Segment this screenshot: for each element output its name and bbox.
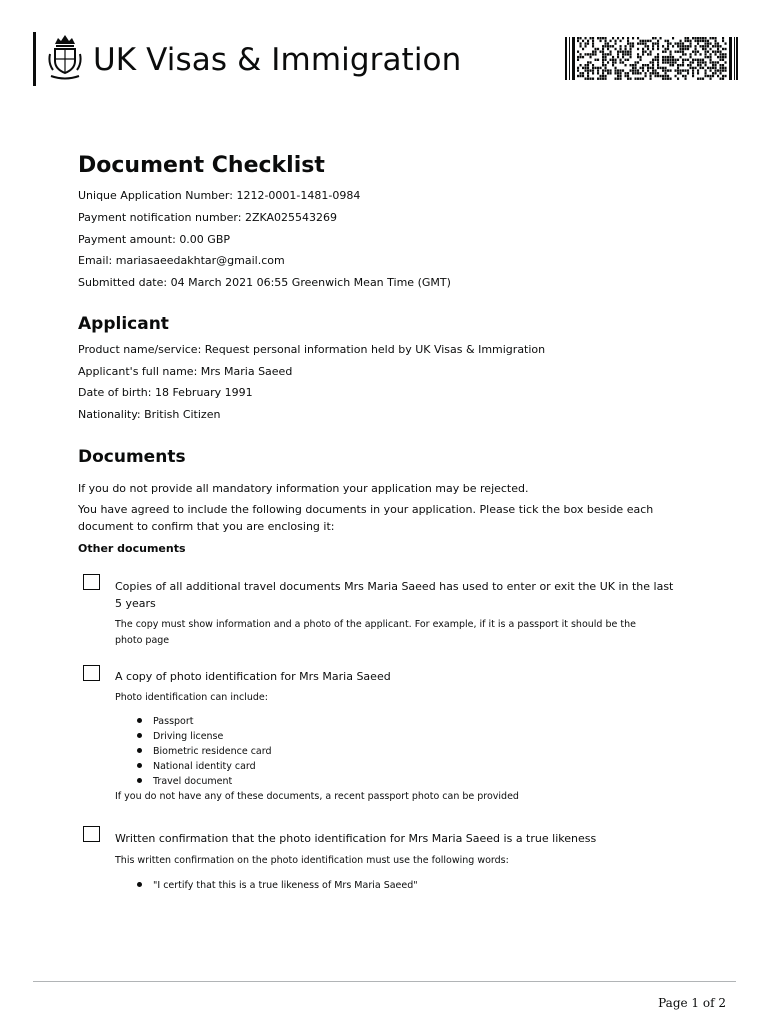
payment-notification-row [78,210,337,226]
documents-heading: Documents [78,447,186,467]
nationality-label: Nationality: [78,408,141,421]
payment-amount-row [78,232,230,248]
bullet-icon [137,778,142,783]
email-row [78,253,285,269]
bullet-icon [137,733,142,738]
rejection-warning: If you do not provide all mandatory information your application may be rejected. [78,482,529,495]
true-likeness-checkbox[interactable] [83,826,100,842]
email-label: Email: [78,254,113,267]
bullet-icon [137,882,142,887]
list-item-label: "I certify that this is a true likeness of Mrs Maria Saeed" [153,880,418,891]
dob-label: Date of birth: [78,386,152,399]
list-item [137,878,418,893]
photo-identification-note: Photo identification can include: [115,692,268,703]
payment-notification-value: 2ZKA025543269 [244,211,338,224]
full-name-value: Mrs Maria Saeed [200,365,293,378]
travel-documents-title: Copies of all additional travel documents Mrs Maria Saeed has used to enter or exit the UK in the last 5 years [115,580,674,610]
product-value: Request personal information held by UK Visas & Immigration [204,343,546,356]
true-likeness-title: Written confirmation that the photo identification for Mrs Maria Saeed is a true likeness [115,832,597,845]
payment-amount-label: Payment amount: [78,233,176,246]
list-item-label: National identity card [153,761,256,772]
list-item-label: Biometric residence card [153,746,272,757]
applicant-heading: Applicant [78,314,169,334]
email-value: mariasaeedakhtar@gmail.com [115,254,285,267]
list-item [137,744,272,759]
nationality-row [78,407,220,423]
uan-label: Unique Application Number: [78,189,233,202]
royal-coat-of-arms-icon [47,30,83,82]
list-item [137,714,272,729]
photo-identification-title: A copy of photo identification for Mrs Maria Saeed [115,670,391,683]
true-likeness-list [137,878,418,893]
submitted-date-value: 04 March 2021 06:55 Greenwich Mean Time (GMT) [170,276,451,289]
dob-value: 18 February 1991 [154,386,253,399]
submitted-date-row [78,275,451,291]
list-item-label: Driving license [153,731,224,742]
list-item [137,759,272,774]
list-item [137,774,272,789]
bullet-icon [137,718,142,723]
payment-notification-label: Payment notification number: [78,211,242,224]
bullet-icon [137,748,142,753]
page-title: Document Checklist [78,153,325,178]
travel-documents-note: The copy must show information and a photo of the applicant. For example, if it is a passport it should be the photo page [115,619,636,646]
brand-title: UK Visas & Immigration [93,42,462,78]
barcode-icon [565,37,738,80]
photo-identification-footnote: If you do not have any of these documents, a recent passport photo can be provided [115,791,519,802]
documents-intro-line-1: You have agreed to include the following documents in your application. Please tick the box beside each [78,503,654,516]
uan-row [78,188,360,204]
full-name-label: Applicant's full name: [78,365,198,378]
page-number: Page 1 of 2 [658,996,726,1010]
list-item [137,729,272,744]
submitted-date-label: Submitted date: [78,276,168,289]
photo-identification-list [137,714,272,789]
uan-value: 1212-0001-1481-0984 [236,189,361,202]
other-documents-heading: Other documents [78,542,186,555]
payment-amount-value: 0.00 GBP [179,233,231,246]
footer-divider [33,981,736,982]
photo-identification-checkbox[interactable] [83,665,100,681]
documents-intro-line-2: document to confirm that you are enclosing it: [78,520,335,533]
travel-documents-checkbox[interactable] [83,574,100,590]
full-name-row [78,364,292,380]
header-divider [33,32,36,86]
nationality-value: British Citizen [144,408,221,421]
product-row [78,342,545,358]
list-item-label: Travel document [153,776,233,787]
bullet-icon [137,763,142,768]
product-label: Product name/service: [78,343,202,356]
true-likeness-note: This written confirmation on the photo identification must use the following words: [115,855,509,866]
list-item-label: Passport [153,716,194,727]
dob-row [78,385,253,401]
